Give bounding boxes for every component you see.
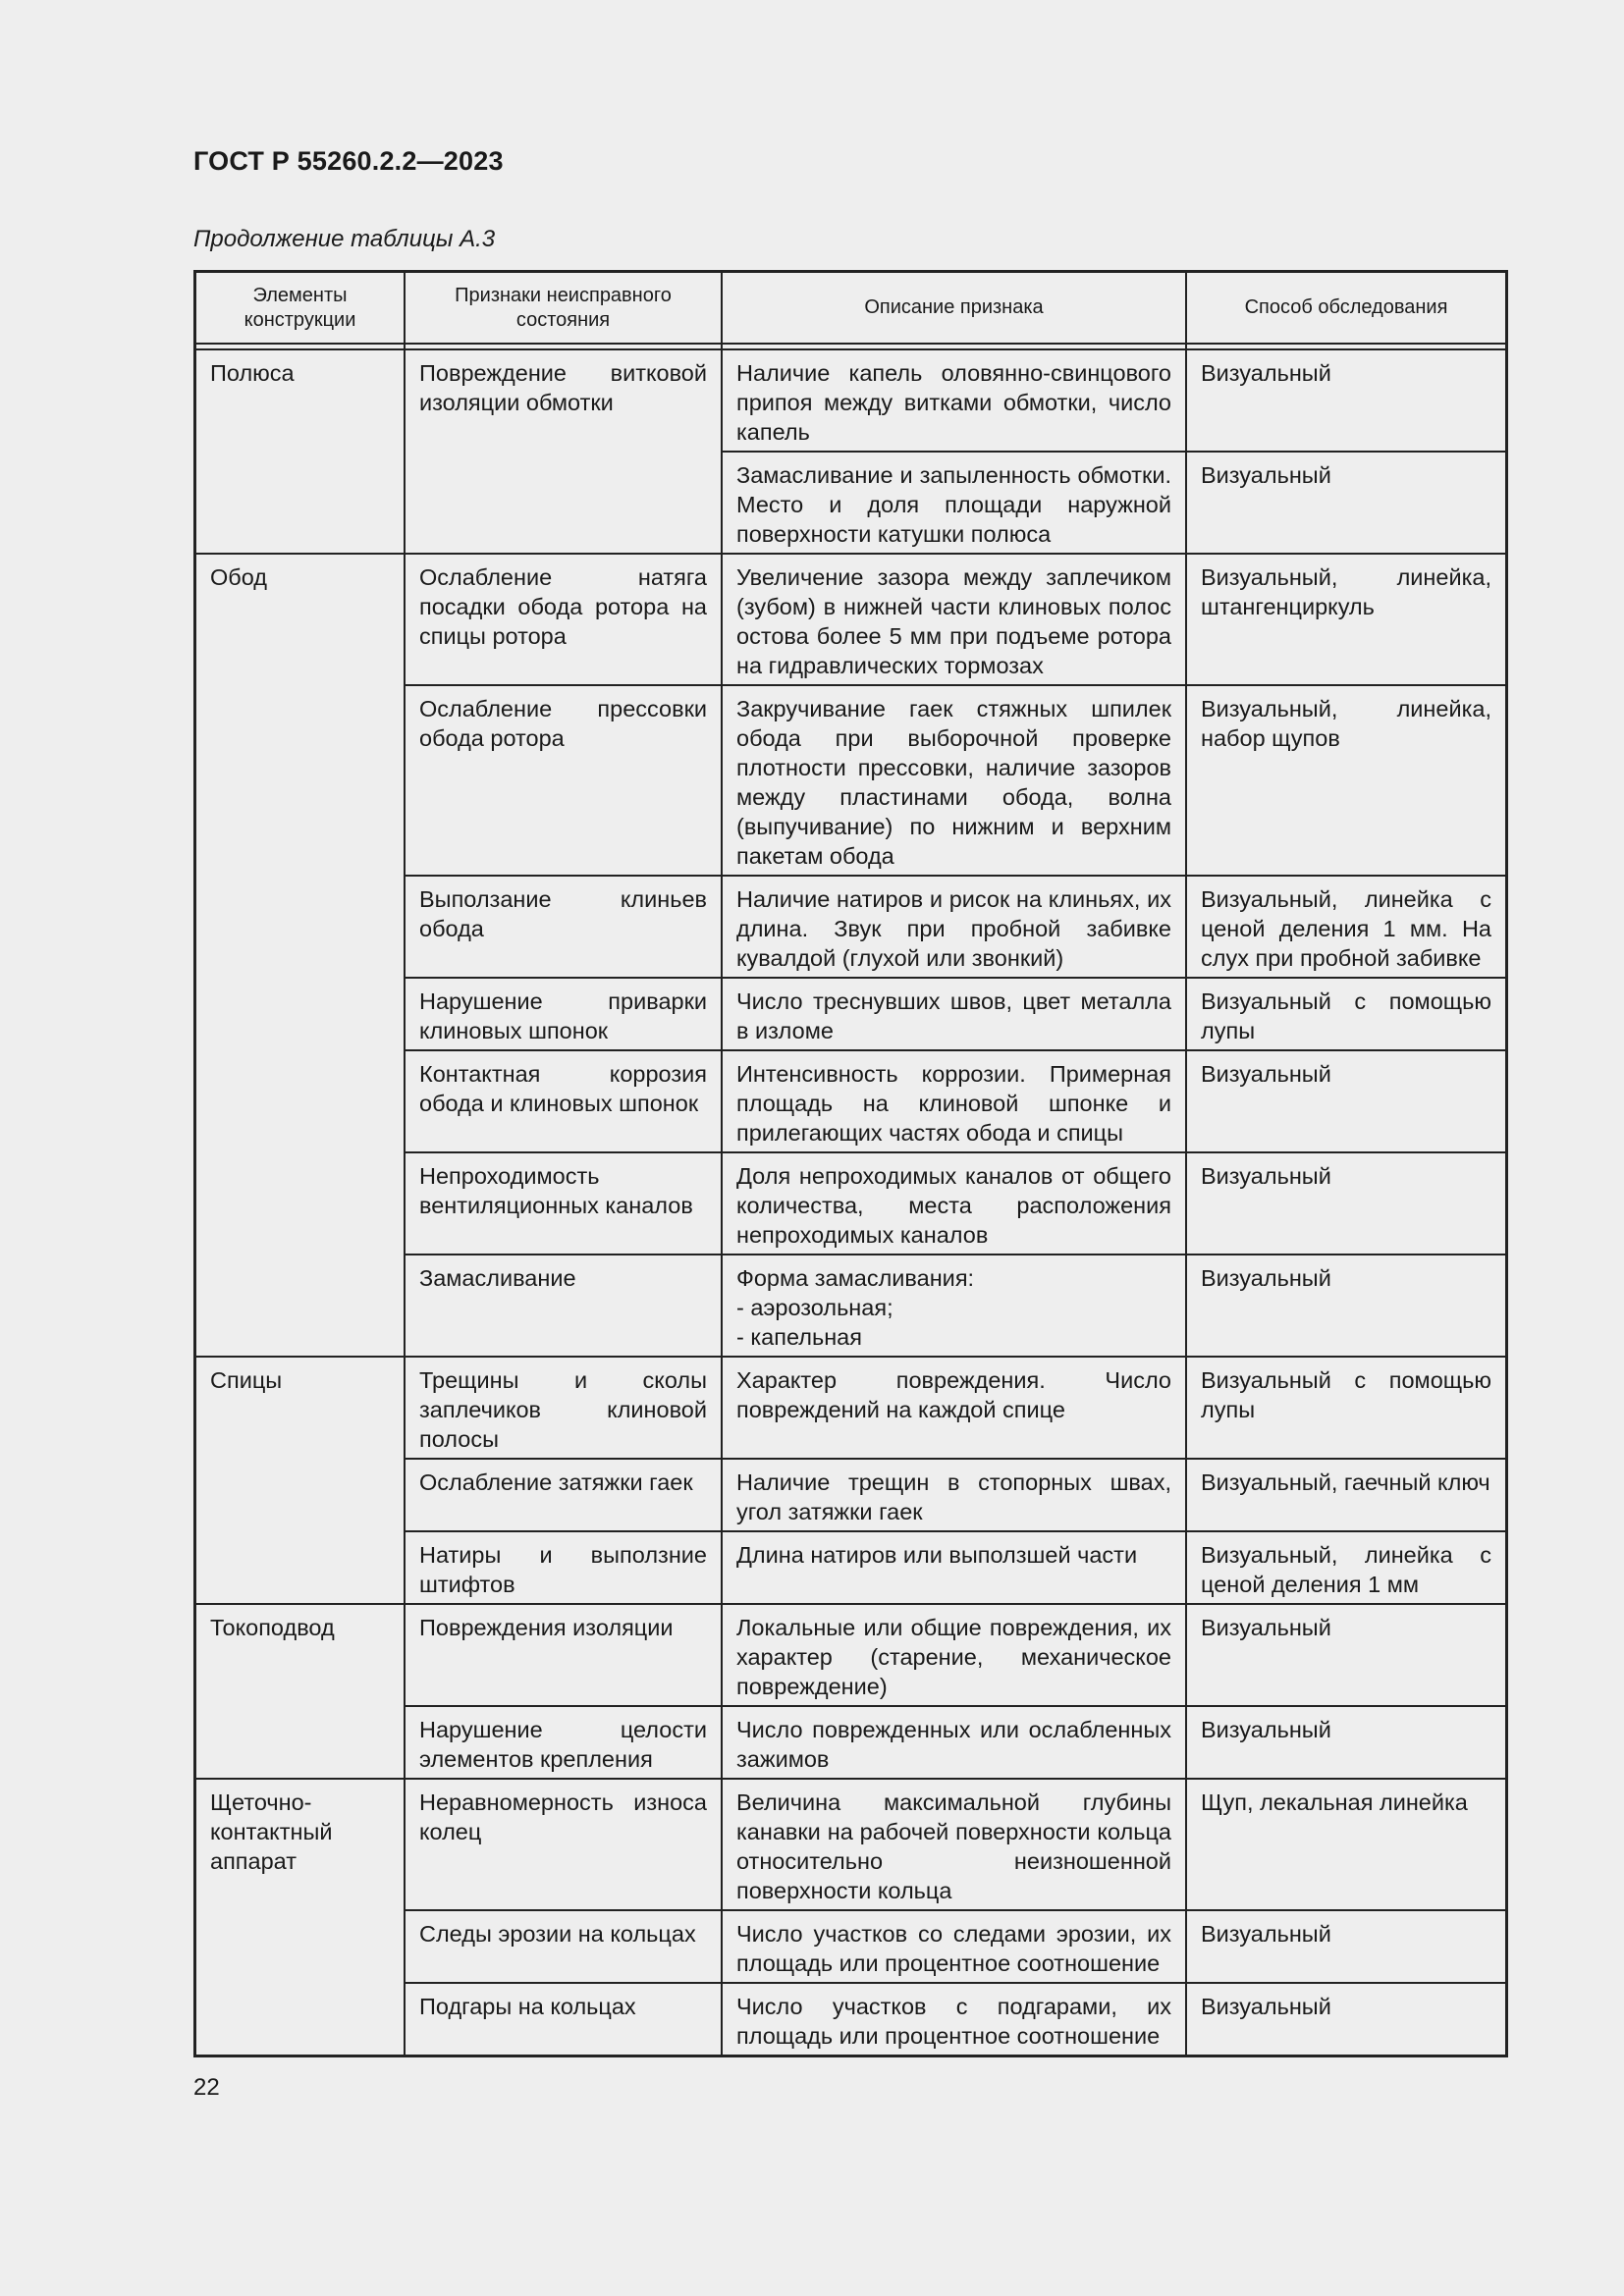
cell-sign: Повреждения изоляции <box>405 1604 722 1706</box>
cell-description: Доля непроходимых каналов от общего количества, места расположения непроходимых каналов <box>722 1152 1186 1255</box>
cell-method: Визуальный <box>1186 1983 1505 2055</box>
cell-description: Число участков с подгарами, их площадь или процентное соотношение <box>722 1983 1186 2055</box>
cell-description: Наличие капель оловянно-свинцового припоя между витками обмотки, число капель <box>722 349 1186 452</box>
cell-method: Визуальный <box>1186 1152 1505 1255</box>
cell-method: Щуп, лекальная линейка <box>1186 1779 1505 1910</box>
cell-description: Локальные или общие повреждения, их характер (старение, механическое повреждение) <box>722 1604 1186 1706</box>
cell-description: Наличие трещин в стопорных швах, угол затяжки гаек <box>722 1459 1186 1531</box>
cell-sign: Повреждение витковой изоляции обмотки <box>405 349 722 554</box>
cell-method: Визуальный, линейка с ценой деления 1 мм. На слух при пробной забивке <box>1186 876 1505 978</box>
cell-description: Характер повреждения. Число повреждений на каждой спице <box>722 1357 1186 1459</box>
cell-method: Визуальный <box>1186 452 1505 554</box>
table-body <box>196 349 1505 2055</box>
cell-description: Увеличение зазора между заплечиком (зубом) в нижней части клиновых полос остова более 5 мм при подъеме ротора на гидравлических тормозах <box>722 554 1186 685</box>
cell-sign: Подгары на кольцах <box>405 1983 722 2055</box>
cell-description: Величина максимальной глубины канавки на рабочей поверхности кольца относительно неизношенной поверхности кольца <box>722 1779 1186 1910</box>
cell-sign: Следы эрозии на кольцах <box>405 1910 722 1983</box>
cell-description: Форма замасливания: - аэрозольная; - капельная <box>722 1255 1186 1357</box>
table-row <box>196 1779 1505 1910</box>
cell-element: Спицы <box>196 1357 405 1604</box>
cell-sign: Нарушение целости элементов крепления <box>405 1706 722 1779</box>
cell-method: Визуальный <box>1186 1050 1505 1152</box>
cell-method: Визуальный <box>1186 1706 1505 1779</box>
document-code: ГОСТ Р 55260.2.2—2023 <box>193 146 504 176</box>
cell-element: Токоподвод <box>196 1604 405 1779</box>
cell-method: Визуальный <box>1186 1255 1505 1357</box>
cell-description: Закручивание гаек стяжных шпилек обода при выборочной проверке плотности прессовки, наличие зазоров между пластинами обода, волна (выпучивание) по нижним и верхним пакетам обода <box>722 685 1186 876</box>
column-header: Признаки неисправного состояния <box>405 273 722 344</box>
cell-description: Интенсивность коррозии. Примерная площадь на клиновой шпонке и прилегающих частях обода и спицы <box>722 1050 1186 1152</box>
cell-method: Визуальный <box>1186 1604 1505 1706</box>
cell-description: Число участков со следами эрозии, их площадь или процентное соотношение <box>722 1910 1186 1983</box>
table-header-row <box>196 273 1505 344</box>
table-row <box>196 1357 1505 1459</box>
cell-sign: Контактная коррозия обода и клиновых шпонок <box>405 1050 722 1152</box>
cell-description: Наличие натиров и рисок на клиньях, их длина. Звук при пробной забивке кувалдой (глухой или звонкий) <box>722 876 1186 978</box>
cell-sign: Нарушение приварки клиновых шпонок <box>405 978 722 1050</box>
table-row <box>196 349 1505 452</box>
cell-method: Визуальный с помощью лупы <box>1186 1357 1505 1459</box>
defects-table <box>193 270 1508 2057</box>
cell-description: Длина натиров или выползшей части <box>722 1531 1186 1604</box>
cell-element: Полюса <box>196 349 405 554</box>
cell-description: Число поврежденных или ослабленных зажимов <box>722 1706 1186 1779</box>
column-header: Элементы конструкции <box>196 273 405 344</box>
cell-sign: Непроходимость вентиляционных каналов <box>405 1152 722 1255</box>
cell-sign: Неравномерность износа колец <box>405 1779 722 1910</box>
table-row <box>196 554 1505 685</box>
page-number: 22 <box>193 2074 220 2101</box>
cell-sign: Трещины и сколы заплечиков клиновой полосы <box>405 1357 722 1459</box>
cell-element: Обод <box>196 554 405 1357</box>
cell-sign: Выползание клиньев обода <box>405 876 722 978</box>
cell-sign: Замасливание <box>405 1255 722 1357</box>
cell-method: Визуальный, линейка с ценой деления 1 мм <box>1186 1531 1505 1604</box>
cell-description: Замасливание и запыленность обмотки. Место и доля площади наружной поверхности катушки полюса <box>722 452 1186 554</box>
cell-method: Визуальный <box>1201 360 1331 386</box>
cell-element: Щеточно-контактный аппарат <box>196 1779 405 2055</box>
cell-sign: Ослабление прессовки обода ротора <box>405 685 722 876</box>
table-row <box>196 1604 1505 1706</box>
cell-sign: Ослабление затяжки гаек <box>405 1459 722 1531</box>
column-header: Способ обследования <box>1244 296 1448 318</box>
cell-method: Визуальный с помощью лупы <box>1186 978 1505 1050</box>
table-caption: Продолжение таблицы А.3 <box>193 226 496 252</box>
cell-method: Визуальный, линейка, набор щупов <box>1186 685 1505 876</box>
cell-sign: Натиры и выползние штифтов <box>405 1531 722 1604</box>
cell-method: Визуальный, гаечный ключ <box>1186 1459 1505 1531</box>
cell-sign: Ослабление натяга посадки обода ротора на спицы ротора <box>405 554 722 685</box>
cell-description: Число треснувших швов, цвет металла в изломе <box>722 978 1186 1050</box>
cell-method: Визуальный <box>1186 1910 1505 1983</box>
cell-method: Визуальный, линейка, штангенциркуль <box>1186 554 1505 685</box>
column-header: Описание признака <box>722 273 1186 344</box>
